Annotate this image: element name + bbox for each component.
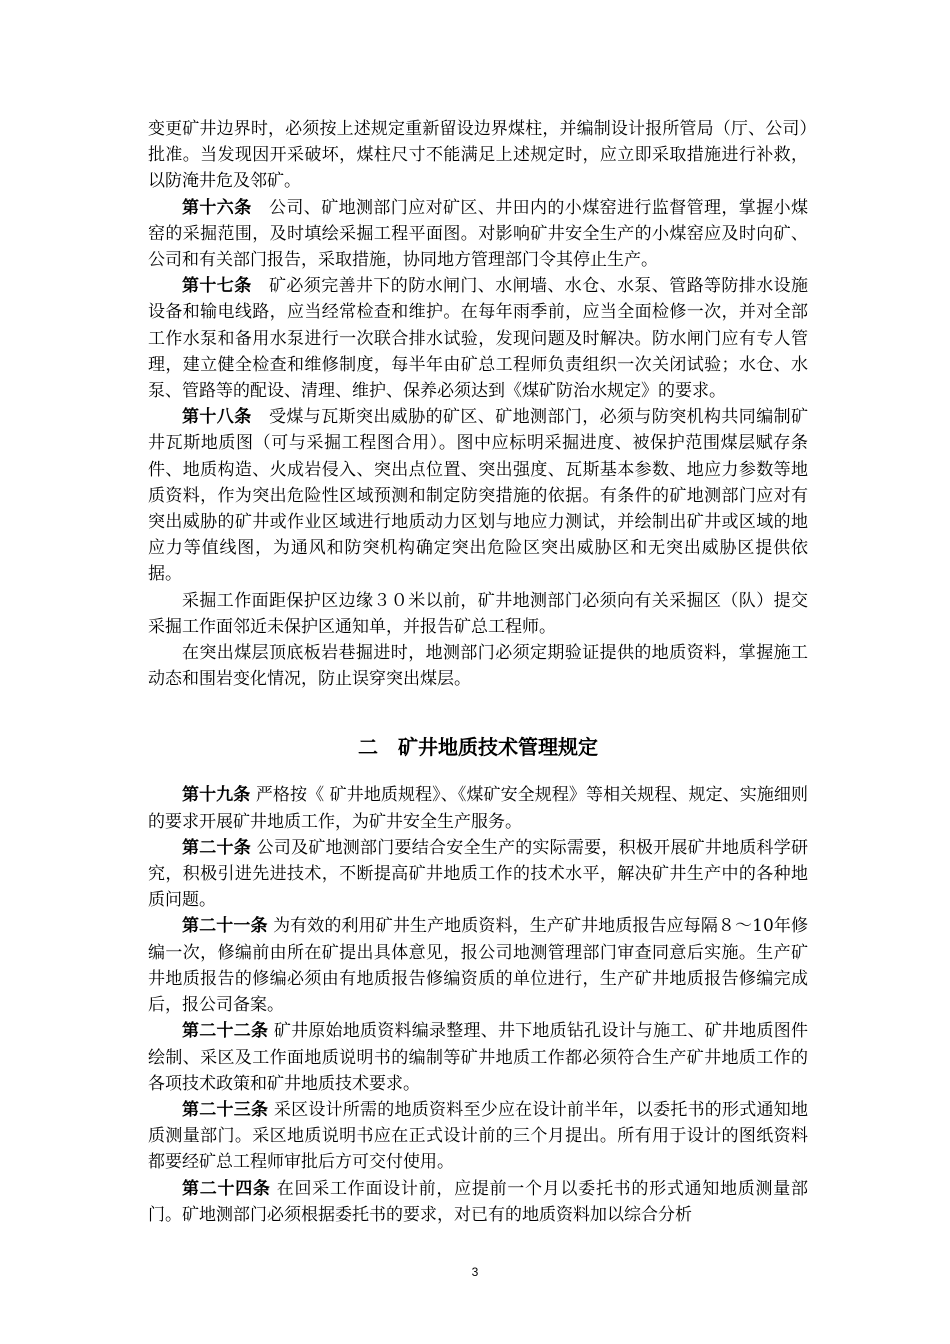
- section-title: 二 矿井地质技术管理规定: [358, 735, 598, 760]
- article-text: 为有效的利用矿井生产地质资料，生产矿井地质报告应每隔８～10年修编一次，修编前由所在矿提出具体意见，报公司地测管理部门审查同意后实施。生产矿井地质报告的修编必须由有地质报告修编资质的单位进行，生产矿井地质报告修编完成后，报公司备案。: [148, 916, 809, 1016]
- article-heading: 第二十三条: [182, 1099, 269, 1120]
- page-number: 3: [471, 1265, 479, 1279]
- article-text: 严格按《 矿井地质规程》、《煤矿安全规程》等相关规程、规定、实施细则的要求开展矿井地质工作，为矿井安全生产服务。: [148, 785, 809, 832]
- article-17: [148, 273, 808, 404]
- article-text: 采区设计所需的地质资料至少应在设计前半年，以委托书的形式通知地质测量部门。采区地质说明书应在正式设计前的三个月提出。所有用于设计的图纸资料都要经矿总工程师审批后方可交付使用。: [148, 1099, 809, 1173]
- article-text: 公司、矿地测部门应对矿区、井田内的小煤窑进行监督管理，掌握小煤窑的采掘范围，及时填绘采掘工程平面图。对影响矿井安全生产的小煤窑应及时向矿、公司和有关部门报告，采取措施，协同地方管理部门令其停止生产。: [148, 197, 809, 271]
- article-heading: 第十六条: [182, 197, 252, 218]
- article-heading: 第二十一条: [182, 916, 268, 937]
- paragraph-text: 采掘工作面距保护区边缘３０米以前，矿井地测部门必须向有关采掘区（队）提交采掘工作面邻近未保护区通知单，并报告矿总工程师。: [148, 590, 808, 637]
- article-text: 矿必须完善井下的防水闸门、水闸墙、水仓、水泵、管路等防排水设施设备和输电线路，应当经常检查和维护。在每年雨季前，应当全面检修一次，并对全部工作水泵和备用水泵进行一次联合排水试验，发现问题及时解决。防水闸门应有专人管理，建立健全检查和维修制度，每半年由矿总工程师负责组织一次关闭试验；水仓、水泵、管路等的配设、清理、维护、保养必须达到《煤矿防治水规定》的要求。: [148, 276, 809, 402]
- article-heading: 第十九条: [182, 785, 251, 806]
- article-16: [148, 195, 808, 274]
- article-text: 矿井原始地质资料编录整理、井下地质钻孔设计与施工、矿井地质图件绘制、采区及工作面地质说明书的编制等矿井地质工作都必须符合生产矿井地质工作的各项技术政策和矿井地质技术要求。: [148, 1021, 809, 1094]
- article-heading: 第十八条: [182, 407, 252, 428]
- article-22: [148, 1018, 808, 1097]
- paragraph-text: 变更矿井边界时，必须按上述规定重新留设边界煤柱，并编制设计报所管局（厅、公司）批准。当发现因开采破坏，煤柱尺寸不能满足上述规定时，应立即采取措施进行补救，以防淹井危及邻矿。: [148, 119, 808, 192]
- article-23: [148, 1097, 808, 1176]
- article-19: [148, 782, 808, 834]
- article-heading: 第十七条: [182, 276, 252, 297]
- article-21: [148, 913, 808, 1018]
- article-heading: 第二十二条: [182, 1021, 269, 1042]
- article-text: 在回采工作面设计前，应提前一个月以委托书的形式通知地质测量部门。矿地测部门必须根据委托书的要求，对已有的地质资料加以综合分析: [148, 1178, 808, 1225]
- paragraph: [148, 640, 808, 692]
- paragraph: [148, 588, 808, 640]
- article-24: [148, 1176, 808, 1228]
- article-20: [148, 835, 808, 914]
- paragraph-text: 在突出煤层顶底板岩巷掘进时，地测部门必须定期验证提供的地质资料，掌握施工动态和围岩变化情况，防止误穿突出煤层。: [148, 643, 808, 690]
- paragraph: [148, 116, 808, 195]
- article-heading: 第二十四条: [182, 1178, 271, 1199]
- article-text: 受煤与瓦斯突出威胁的矿区、矿地测部门，必须与防突机构共同编制矿井瓦斯地质图（可与采掘工程图合用）。图中应标明采掘进度、被保护范围煤层赋存条件、地质构造、火成岩侵入、突出点位置、突出强度、瓦斯基本参数、地应力参数等地质资料，作为突出危险性区域预测和制定防突措施的依据。有条件的矿地测部门应对有突出威胁的矿井或作业区域进行地质动力区划与地应力测试，并绘制出矿井或区域的地应力等值线图，为通风和防突机构确定突出危险区突出威胁区和无突出威胁区提供依据。: [148, 407, 809, 585]
- article-text: 公司及矿地测部门要结合安全生产的实际需要，积极开展矿井地质科学研究，积极引进先进技术，不断提高矿井地质工作的技术水平，解决矿井生产中的各种地质问题。: [148, 837, 809, 911]
- article-18: [148, 404, 808, 587]
- document-body: [148, 116, 808, 1228]
- article-heading: 第二十条: [182, 837, 251, 858]
